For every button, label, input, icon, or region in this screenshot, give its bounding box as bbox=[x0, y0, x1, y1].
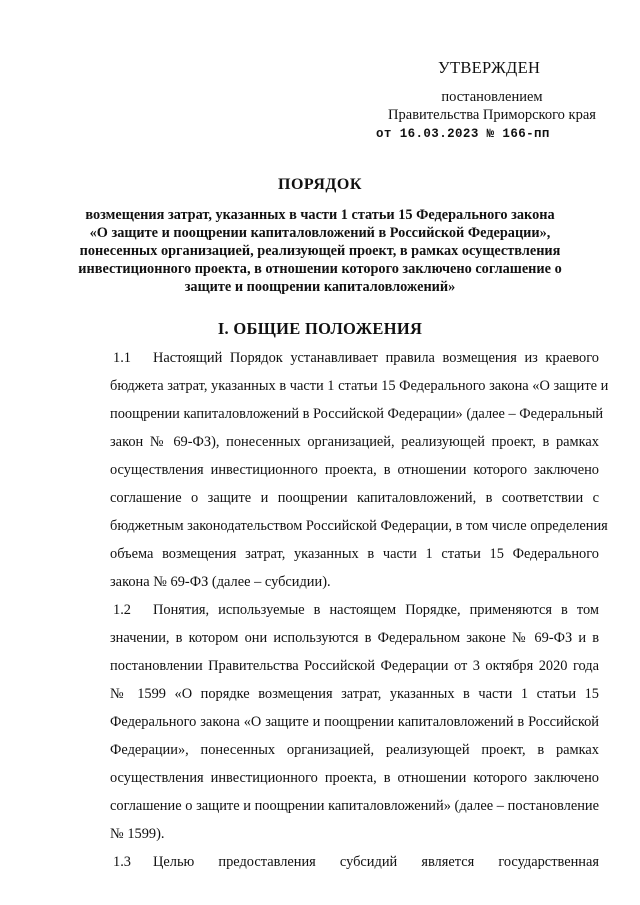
approved-label: УТВЕРЖДЕН bbox=[438, 58, 541, 77]
paragraph-1-2-line bbox=[113, 600, 599, 620]
paragraph-1-2-line: № 1599). bbox=[110, 826, 165, 842]
paragraph-number: 1.2 bbox=[113, 602, 131, 618]
paragraph-1-1-line: бюджетным законодательством Российской Федерации, в том числе определения bbox=[110, 518, 608, 534]
paragraph-1-2-line: соглашение о защите и поощрении капиталовложений» (далее – постановление bbox=[110, 798, 599, 814]
paragraph-text: Понятия, используемые в настоящем Порядке, применяются в том bbox=[153, 602, 599, 618]
paragraph-1-2-line: № 1599 «О порядке возмещения затрат, указанных в части 1 статьи 15 bbox=[110, 686, 599, 702]
paragraph-1-1-line: закон № 69-ФЗ), понесенных организацией, реализующей проект, в рамках bbox=[110, 434, 599, 450]
approval-line-government: Правительства Приморского края bbox=[388, 107, 596, 123]
subtitle-line: инвестиционного проекта, в отношении которого заключено соглашение о bbox=[78, 261, 562, 277]
paragraph-1-1-line: соглашение о защите и поощрении капиталовложений, в соответствии с bbox=[110, 490, 599, 506]
paragraph-1-2-line: постановлении Правительства Российской Федерации от 3 октября 2020 года bbox=[110, 658, 599, 674]
paragraph-1-1-line bbox=[113, 348, 599, 368]
approval-line-resolution: постановлением bbox=[441, 89, 543, 105]
paragraph-1-2-line: Федерального закона «О защите и поощрении капиталовложений в Российской bbox=[110, 714, 599, 730]
approval-date-number: от 16.03.2023 № 166-пп bbox=[376, 127, 550, 141]
paragraph-text: Целью предоставления субсидий является государственная bbox=[153, 854, 599, 870]
paragraph-text: Настоящий Порядок устанавливает правила возмещения из краевого bbox=[153, 350, 599, 366]
paragraph-number: 1.1 bbox=[113, 350, 131, 366]
paragraph-1-1-line: осуществления инвестиционного проекта, в отношении которого заключено bbox=[110, 462, 599, 478]
paragraph-1-2-line: значении, в котором они используются в Федеральном законе № 69-ФЗ и в bbox=[110, 630, 599, 646]
paragraph-1-1-line: поощрении капиталовложений в Российской Федерации» (далее – Федеральный bbox=[110, 406, 604, 422]
subtitle-line: «О защите и поощрении капиталовложений в Российской Федерации», bbox=[89, 225, 551, 241]
subtitle-line: защите и поощрении капиталовложений» bbox=[184, 279, 456, 295]
subtitle-line: понесенных организацией, реализующей проект, в рамках осуществления bbox=[79, 243, 561, 259]
document-title: ПОРЯДОК bbox=[278, 176, 362, 193]
paragraph-1-2-line: осуществления инвестиционного проекта, в отношении которого заключено bbox=[110, 770, 599, 786]
paragraph-1-3-line bbox=[113, 852, 599, 872]
paragraph-1-1-line: закона № 69-ФЗ (далее – субсидии). bbox=[110, 574, 331, 590]
subtitle-line: возмещения затрат, указанных в части 1 статьи 15 Федерального закона bbox=[85, 207, 555, 223]
paragraph-1-2-line: Федерации», понесенных организацией, реализующей проект, в рамках bbox=[110, 742, 599, 758]
paragraph-1-1-line: объема возмещения затрат, указанных в части 1 статьи 15 Федерального bbox=[110, 546, 599, 562]
section-heading: I. ОБЩИЕ ПОЛОЖЕНИЯ bbox=[217, 319, 423, 338]
paragraph-number: 1.3 bbox=[113, 854, 131, 870]
paragraph-1-1-line: бюджета затрат, указанных в части 1 статьи 15 Федерального закона «О защите и bbox=[110, 378, 609, 394]
